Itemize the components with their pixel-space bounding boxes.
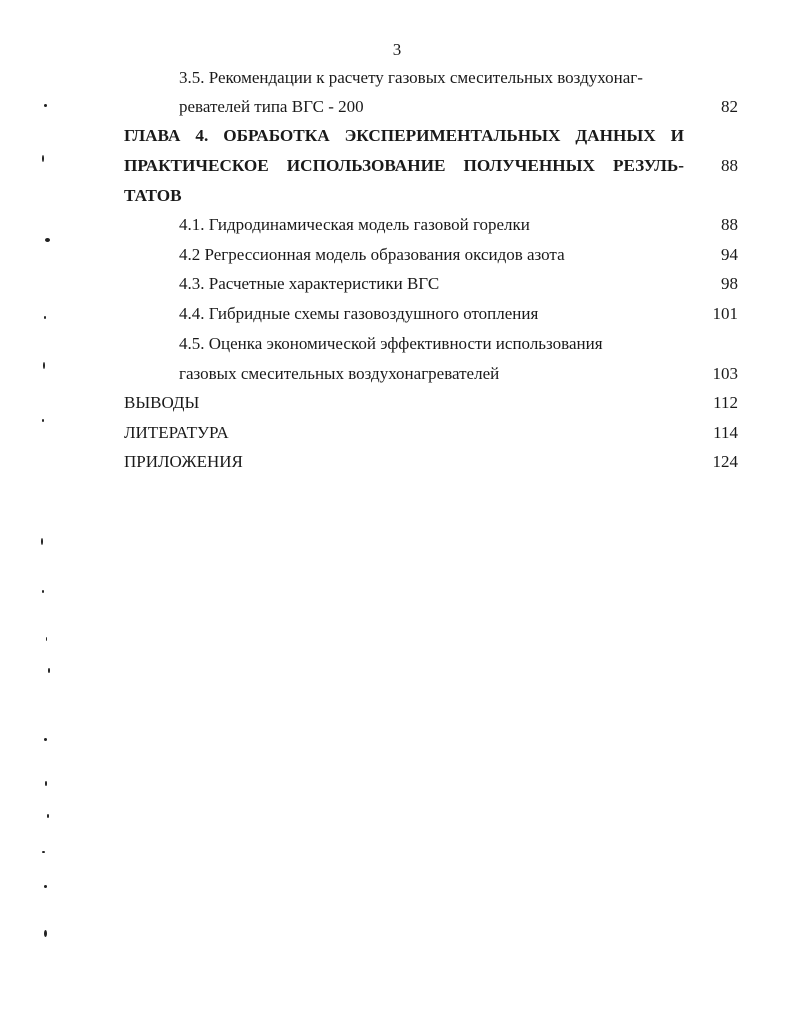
toc-entry-4-5-line2: газовых смесительных воздухонагревателей [179, 364, 500, 383]
toc-entry-3-5-line2: ревателей типа ВГС - 200 [179, 97, 364, 116]
scan-speck [43, 362, 45, 369]
toc-entry-appendices: ПРИЛОЖЕНИЯ [124, 452, 243, 471]
scan-speck [44, 104, 47, 107]
toc-entry-4-3: 4.3. Расчетные характеристики ВГС [179, 274, 440, 293]
toc-chapter-4-page: 88 [721, 156, 738, 175]
scan-speck [42, 590, 44, 593]
scan-speck [45, 238, 50, 242]
scan-speck [45, 781, 47, 786]
scan-speck [42, 419, 44, 422]
toc-entry-conclusions-page: 112 [713, 393, 738, 412]
toc-entry-4-1: 4.1. Гидродинамическая модель газовой горелки [179, 215, 530, 234]
toc-entry-4-1-page: 88 [721, 215, 738, 234]
scan-speck [44, 930, 47, 937]
toc-entry-3-5-page: 82 [721, 97, 738, 116]
toc-entry-3-5-line1: 3.5. Рекомендации к расчету газовых смесительных воздухонаг- [179, 68, 643, 87]
toc-entry-appendices-page: 124 [712, 452, 738, 471]
scan-speck [44, 316, 46, 319]
toc-entry-literature: ЛИТЕРАТУРА [124, 423, 229, 442]
toc-entry-4-4-page: 101 [712, 304, 738, 323]
scan-speck [44, 738, 47, 741]
scan-speck [46, 637, 47, 641]
toc-chapter-4-line1: ГЛАВА 4. ОБРАБОТКА ЭКСПЕРИМЕНТАЛЬНЫХ ДАННЫХ И [124, 126, 684, 145]
scan-speck [42, 851, 45, 853]
scan-speck [48, 668, 50, 673]
toc-entry-4-4: 4.4. Гибридные схемы газовоздушного отопления [179, 304, 539, 323]
toc-entry-4-5-line1: 4.5. Оценка экономической эффективности использования [179, 334, 603, 353]
toc-entry-literature-page: 114 [713, 423, 738, 442]
toc-entry-4-2: 4.2 Регрессионная модель образования оксидов азота [179, 245, 565, 264]
toc-entry-4-5-page: 103 [712, 364, 738, 383]
page-number: 3 [392, 40, 402, 59]
toc-chapter-4-line3: ТАТОВ [124, 186, 182, 205]
scan-speck [42, 155, 44, 162]
toc-entry-conclusions: ВЫВОДЫ [124, 393, 200, 412]
toc-entry-4-2-page: 94 [721, 245, 738, 264]
toc-entry-4-3-page: 98 [721, 274, 738, 293]
scan-speck [44, 885, 47, 888]
scan-speck [47, 814, 49, 818]
scan-speck [41, 538, 43, 545]
toc-chapter-4-line2: ПРАКТИЧЕСКОЕ ИСПОЛЬЗОВАНИЕ ПОЛУЧЕННЫХ РЕЗУЛЬ- [124, 156, 684, 175]
